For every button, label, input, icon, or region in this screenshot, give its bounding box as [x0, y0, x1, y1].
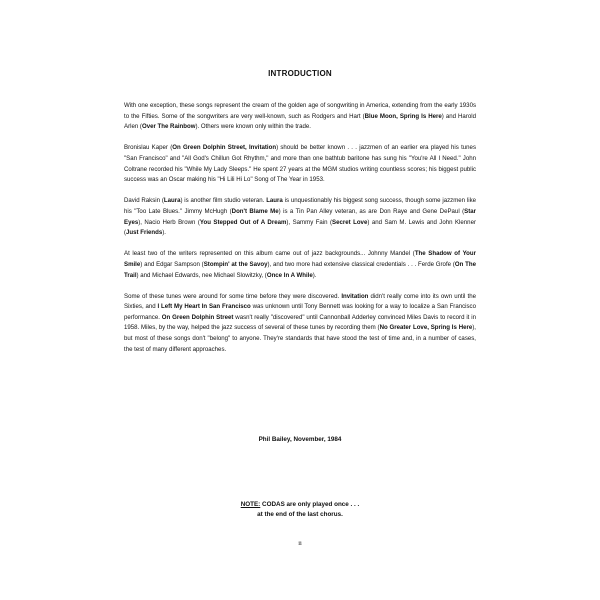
paragraph-text: was unknown until Tony Bennett was looking for a way to localize a San Francisco performance.	[124, 303, 476, 321]
paragraph-text: David Raksin (	[124, 197, 164, 205]
note-label: NOTE:	[240, 501, 261, 508]
song-title: No Greater Love, Spring Is Here	[379, 324, 473, 332]
song-title: Laura	[163, 197, 181, 205]
song-title: Blue Moon, Spring Is Here	[364, 112, 442, 120]
paragraph-text: is unquestionably his biggest song success, though some jazzmen like his "Too Late Blues." Jimmy McHugh (	[124, 197, 477, 215]
song-title: Just Friends	[126, 229, 163, 237]
paragraph-text: At least two of the writers represented on this album came out of jazz backgrounds... Johnny Mandel (	[124, 250, 415, 258]
paragraph-text: Bronislau Kaper (	[124, 144, 173, 152]
paragraph-text: ), but most of these songs don't "belong" to anyone. They're standards that have stood the test of time and, in a number of cases, the test of many different approaches.	[124, 324, 476, 353]
paragraph-text: ) and Michael Edwards, nee Michael Slowitzky, (	[136, 271, 267, 279]
paragraph-text: ) should be better known . . . jazzmen of an earlier era played his tunes "San Francisco" and "All God's Chillun Got Rhythm," and more than one bathtub baritone has sung his "You're All I Need." John Coltrane recorded his "While My Lady Sleeps." He spent 27 years at the MGM studios writing countless scores; his biggest public success was an Oscar making his "Hi Lili Hi Lo" Song of The Year in 1953.	[124, 144, 476, 184]
note-text-2: at the end of the last chorus.	[257, 511, 343, 518]
body-paragraph	[124, 101, 476, 133]
paragraph-text: ) and Edgar Sampson (	[140, 260, 204, 268]
body-paragraph	[124, 143, 476, 185]
introduction-body	[124, 101, 476, 366]
song-title: On Green Dolphin Street	[161, 313, 234, 321]
song-title: On Green Dolphin Street, Invitation	[172, 144, 277, 152]
body-paragraph	[124, 249, 476, 281]
song-title: On The Trail	[124, 260, 476, 279]
paragraph-text: wasn't really "discovered" until Cannonball Adderley convinced Miles Davis to record it in 1958. Miles, by the way, helped the jazz success of several of these tunes by recording them (	[124, 313, 476, 332]
song-title: I Left My Heart In San Francisco	[157, 303, 251, 311]
page-title: INTRODUCTION	[268, 69, 332, 78]
paragraph-text: ), Nacio Herb Brown (	[138, 218, 200, 226]
paragraph-text: ), and two more had extensive classical credentials . . . Ferde Grofe (	[267, 260, 455, 268]
paragraph-text: ) and Harold Arlen (	[124, 112, 476, 131]
paragraph-text: ) and Sam M. Lewis and John Klenner (	[124, 218, 476, 237]
body-paragraph	[124, 292, 476, 356]
song-title: Don't Blame Me	[231, 207, 279, 215]
song-title: Over The Rainbow	[141, 123, 196, 131]
song-title: Secret Love	[332, 218, 368, 226]
note-line-1	[0, 500, 600, 510]
signature-line: Phil Bailey, November, 1984	[258, 436, 342, 443]
song-title: The Shadow of Your Smile	[124, 250, 476, 268]
song-title: Stompin' at the Savoy	[203, 260, 268, 268]
song-title: You Stepped Out of A Dream	[199, 218, 287, 226]
paragraph-text: With one exception, these songs represent the cream of the golden age of songwriting in America, extending from the early 1930s to the Fifties. Some of the songwriters are very well-known, such as Rodgers and Hart (	[124, 102, 476, 120]
paragraph-text: ), Sammy Fain (	[286, 218, 333, 226]
paragraph-text: ). Others were known only within the trade.	[195, 123, 311, 131]
song-title: Laura	[266, 197, 283, 205]
song-title: Star Eyes	[124, 207, 476, 226]
paragraph-text: Some of these tunes were around for some time before they were discovered.	[124, 292, 342, 300]
paragraph-text: ) is a Tin Pan Alley veteran, as are Don Raye and Gene DePaul (	[278, 207, 465, 215]
paragraph-text: didn't really come into its own until the Sixties, and	[124, 292, 476, 311]
note-text-1: CODAS are only played once . . .	[260, 501, 360, 508]
paragraph-text: ) is another film studio veteran.	[180, 197, 267, 205]
body-paragraph	[124, 196, 476, 238]
song-title: Invitation	[341, 292, 369, 300]
coda-note	[0, 500, 600, 520]
paragraph-text: ).	[312, 271, 317, 279]
page-number: ii	[298, 540, 302, 547]
paragraph-text: ).	[162, 229, 166, 237]
song-title: Once In A While	[266, 271, 313, 279]
